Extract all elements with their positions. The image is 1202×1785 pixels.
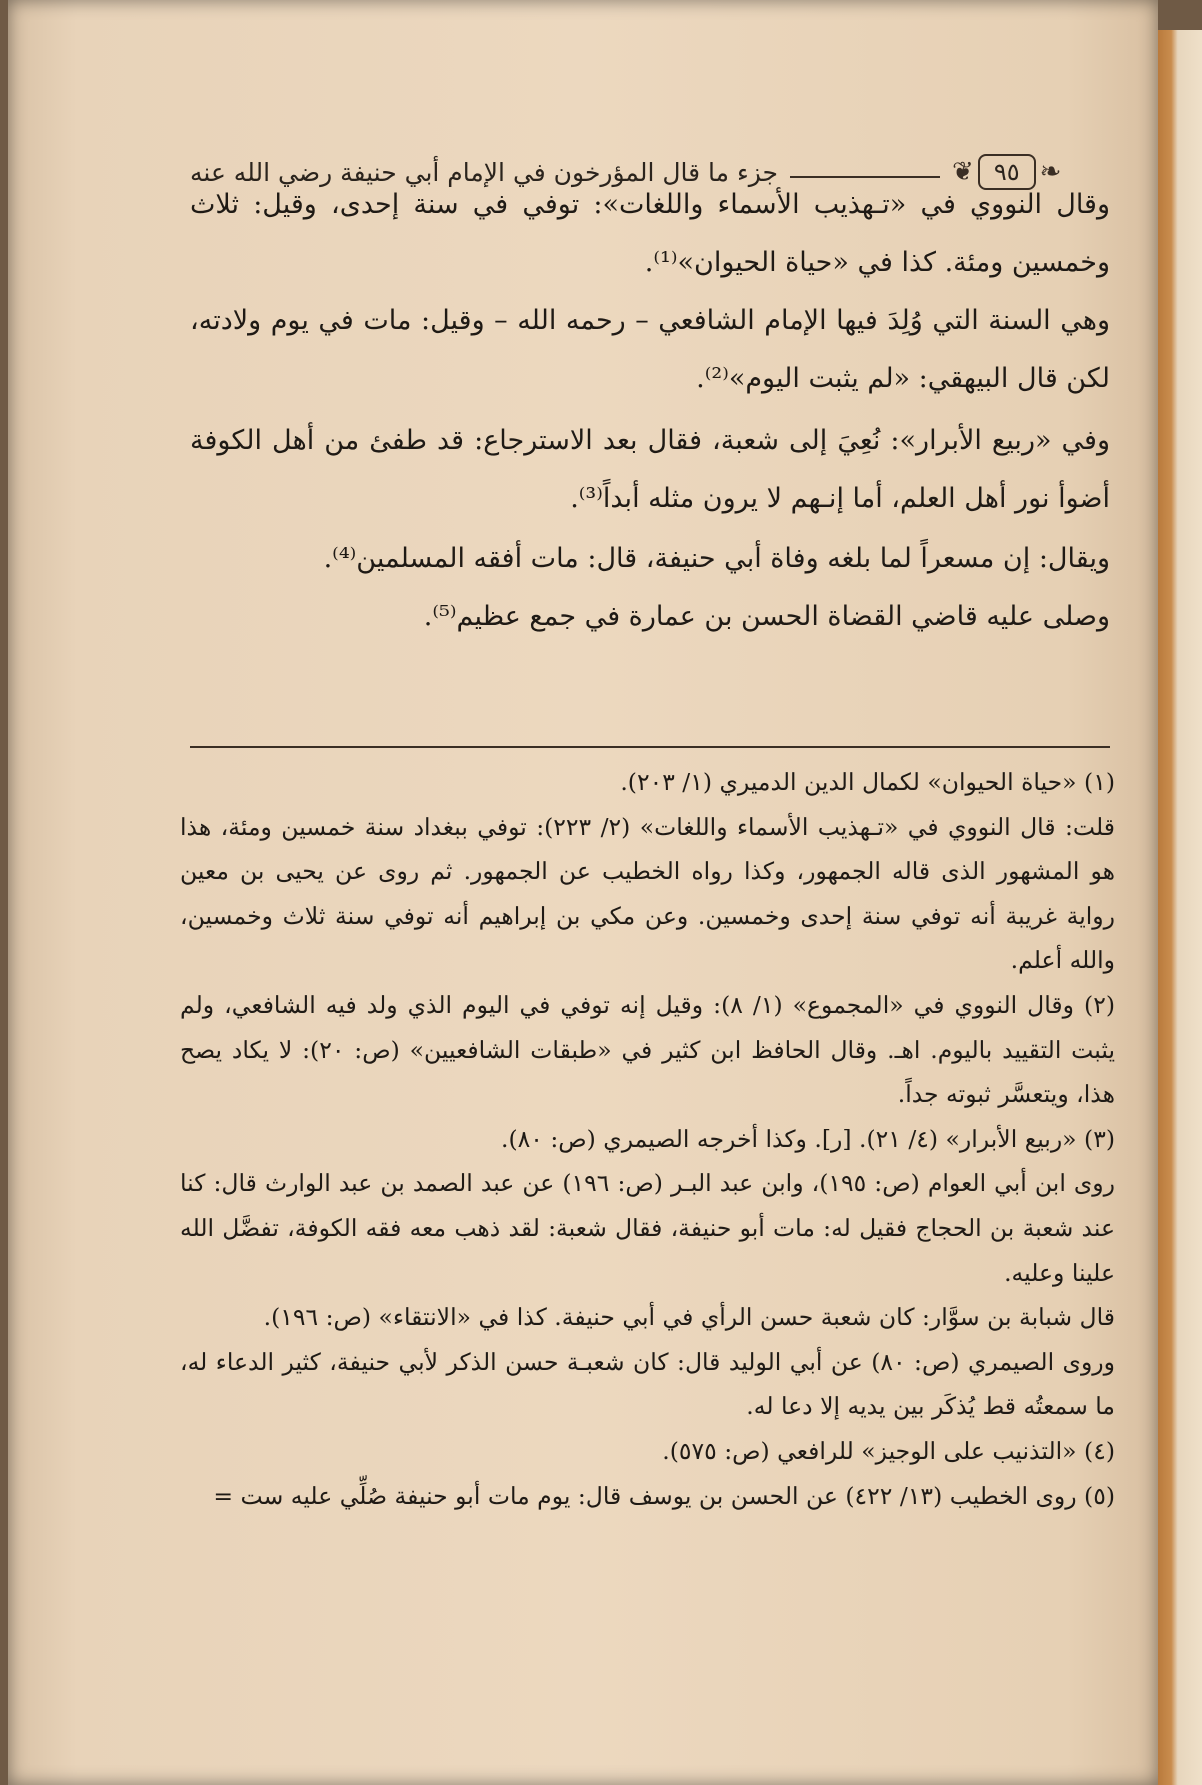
footnote-1: (١) «حياة الحيوان» لكمال الدين الدميري (١/ ٢٠٣).	[620, 768, 1115, 796]
main-text-4	[190, 530, 1110, 588]
footnote-5: (٥) روى الخطيب (١٣/ ٤٢٢) عن الحسن بن يوسف قال: يوم مات أبو حنيفة صُلِّي عليه ست =	[213, 1481, 1115, 1510]
footnote-3-comment-1: روى ابن أبي العوام (ص: ١٩٥)، وابن عبد البـر (ص: ١٩٦) عن عبد الصمد بن عبد الوارث قال: كنا عند شعبة بن الحجاج فقيل له: مات أبو حنيفة، فقال شعبة: لقد ذهب معه فقه الكوفة، تفضَّل الله علينا وعليه.	[180, 1169, 1115, 1287]
paragraph-4: ويقال: إن مسعراً لما بلغه وفاة أبي حنيفة، قال: مات أفقه المسلمين⁽⁴⁾.	[323, 543, 1110, 574]
footnote-4: (٤) «التذنيب على الوجيز» للرافعي (ص: ٥٧٥).	[662, 1436, 1115, 1465]
main-text-2	[190, 292, 1110, 408]
footnotes	[180, 760, 1115, 1518]
ornament-left-icon: ❦	[952, 157, 974, 187]
header-title: جزء ما قال المؤرخون في الإمام أبي حنيفة رضي الله عنه	[190, 157, 779, 187]
paragraph-2: وهي السنة التي وُلِدَ فيها الإمام الشافعي – رحمه الله – وقيل: مات في يوم ولادته، لكن قال البيهقي: «لم يثبت اليوم»⁽²⁾.	[190, 305, 1110, 394]
footnote-3: (٣) «ربيع الأبرار» (٤/ ٢١). [ر]. وكذا أخرجه الصيمري (ص: ٨٠).	[500, 1124, 1115, 1153]
paragraph-5: وصلى عليه قاضي القضاة الحسن بن عمارة في جمع عظيم⁽⁵⁾.	[423, 601, 1110, 632]
ornament-right-icon: ❧	[1039, 157, 1062, 187]
paragraph-1: وقال النووي في «تـهذيب الأسماء واللغات»: توفي في سنة إحدى، وقيل: ثلاث وخمسين ومئة. كذا في «حياة الحيوان»⁽¹⁾.	[190, 189, 1110, 278]
footnote-2: (٢) وقال النووي في «المجموع» (١/ ٨): وقيل إنه توفي في اليوم الذي ولد فيه الشافعي، ولم يثبت التقييد باليوم. اهـ. وقال الحافظ ابن كثير في «طبقات الشافعيين» (ص: ٢٠): لا يكاد يصح هذا، ويتعسَّر ثبوته جداً.	[180, 990, 1116, 1109]
main-text-5	[190, 588, 1110, 646]
main-text	[190, 176, 1110, 292]
footnote-1-comment: قلت: قال النووي في «تـهذيب الأسماء واللغات» (٢/ ٢٢٣): توفي ببغداد سنة خمسين ومئة، هذا هو المشهور الذى قاله الجمهور، وكذا رواه الخطيب عن الجمهور. ثم روى عن يحيى بن معين رواية غريبة أنه توفي سنة إحدى وخمسين. وعن مكي بن إبراهيم أنه توفي سنة ثلاث وخمسين، والله أعلم.	[180, 812, 1115, 975]
footnote-separator	[190, 746, 1110, 748]
paragraph-3: وفي «ربيع الأبرار»: نُعِيَ إلى شعبة، فقال بعد الاسترجاع: قد طفئ من أهل الكوفة أضوأ نور أهل العلم، أما إنـهم لا يرون مثله أبداً⁽³⁾.	[190, 425, 1110, 514]
book-edge	[1158, 30, 1202, 1785]
main-text-3	[190, 412, 1110, 528]
page-number: ٩٥	[978, 154, 1036, 190]
footnote-3-comment-3: وروى الصيمري (ص: ٨٠) عن أبي الوليد قال: كان شعبـة حسن الذكر لأبي حنيفة، كثير الدعاء له، ما سمعتُه قط يُذكَر بين يديه إلا دعا له.	[180, 1347, 1115, 1421]
footnote-3-comment-2: قال شبابة بن سوَّار: كان شعبة حسن الرأي في أبي حنيفة. كذا في «الانتقاء» (ص: ١٩٦).	[263, 1303, 1115, 1332]
